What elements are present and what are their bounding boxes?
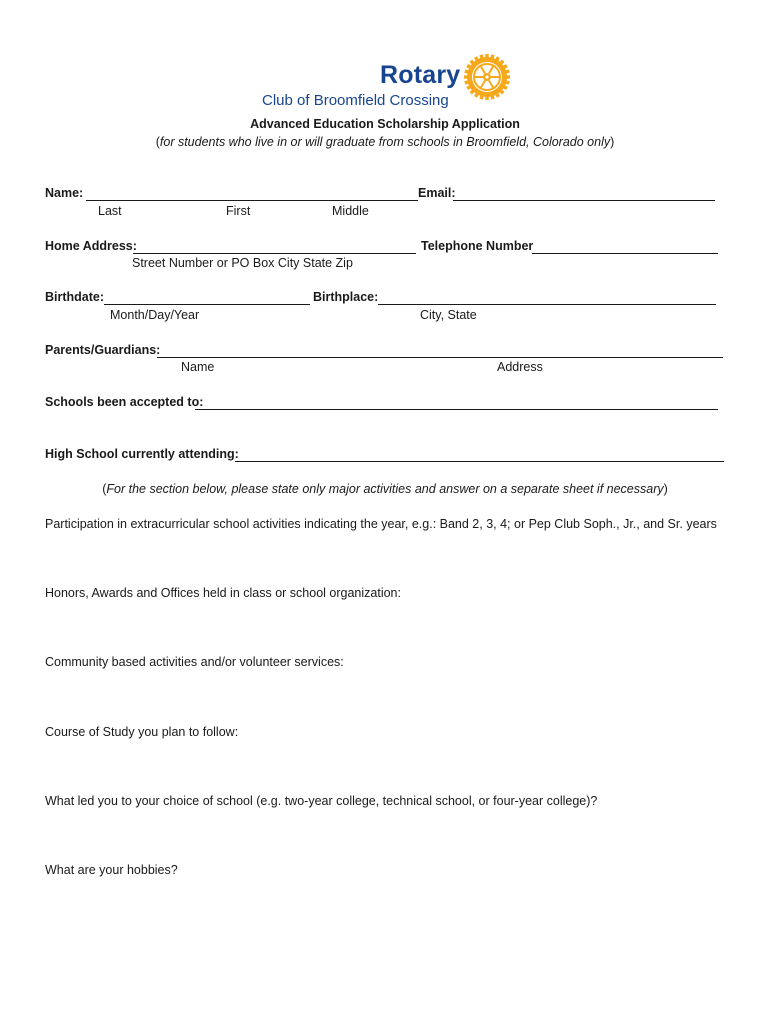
question-community: Community based activities and/or volunteer services:	[45, 655, 344, 669]
telephone-field[interactable]	[532, 253, 718, 254]
rotary-wordmark: Rotary	[380, 61, 461, 89]
home-address-sub: Street Number or PO Box City State Zip	[132, 256, 353, 270]
name-field[interactable]	[86, 200, 418, 201]
question-extracurricular: Participation in extracurricular school activities indicating the year, e.g.: Band 2, 3, 4; or Pep Club Soph., Jr., and Sr. years	[45, 517, 717, 531]
parents-label: Parents/Guardians:	[45, 343, 161, 357]
home-address-label: Home Address:	[45, 239, 137, 253]
high-school-field[interactable]	[235, 461, 724, 462]
parents-field[interactable]	[157, 357, 723, 358]
club-name: Club of Broomfield Crossing	[262, 92, 449, 109]
parents-sub-address: Address	[497, 360, 543, 374]
question-hobbies: What are your hobbies?	[45, 863, 178, 877]
question-honors: Honors, Awards and Offices held in class or school organization:	[45, 586, 401, 600]
name-sub-first: First	[226, 204, 251, 218]
birthplace-field[interactable]	[378, 304, 716, 305]
name-sub-last: Last	[98, 204, 122, 218]
name-sub-middle: Middle	[332, 204, 369, 218]
name-label: Name:	[45, 186, 84, 200]
email-field[interactable]	[453, 200, 715, 201]
parents-sub-name: Name	[181, 360, 215, 374]
section-note-text: For the section below, please state only major activities and answer on a separate sheet if necessary	[106, 482, 664, 496]
home-address-field[interactable]	[133, 253, 416, 254]
form-subtitle-text: for students who live in or will graduate from schools in Broomfield, Colorado only	[159, 135, 611, 149]
question-course-of-study: Course of Study you plan to follow:	[45, 725, 239, 739]
birthdate-field[interactable]	[104, 304, 310, 305]
rotary-wheel-icon	[462, 52, 512, 102]
birthdate-sub: Month/Day/Year	[110, 308, 200, 322]
question-school-choice: What led you to your choice of school (e.g. two-year college, technical school, or four-year college)?	[45, 794, 598, 808]
form-subtitle: (for students who live in or will graduate from schools in Broomfield, Colorado only)	[155, 135, 615, 149]
birthplace-sub: City, State	[420, 308, 477, 322]
form-title: Advanced Education Scholarship Application	[250, 117, 520, 131]
schools-label: Schools been accepted to:	[45, 395, 204, 409]
high-school-label: High School currently attending:	[45, 447, 239, 461]
birthplace-label: Birthplace:	[313, 290, 379, 304]
email-label: Email:	[418, 186, 456, 200]
section-note: (For the section below, please state only major activities and answer on a separate sheet if necessary)	[102, 482, 668, 496]
telephone-label: Telephone Number	[421, 239, 534, 253]
schools-field[interactable]	[195, 409, 718, 410]
birthdate-label: Birthdate:	[45, 290, 105, 304]
